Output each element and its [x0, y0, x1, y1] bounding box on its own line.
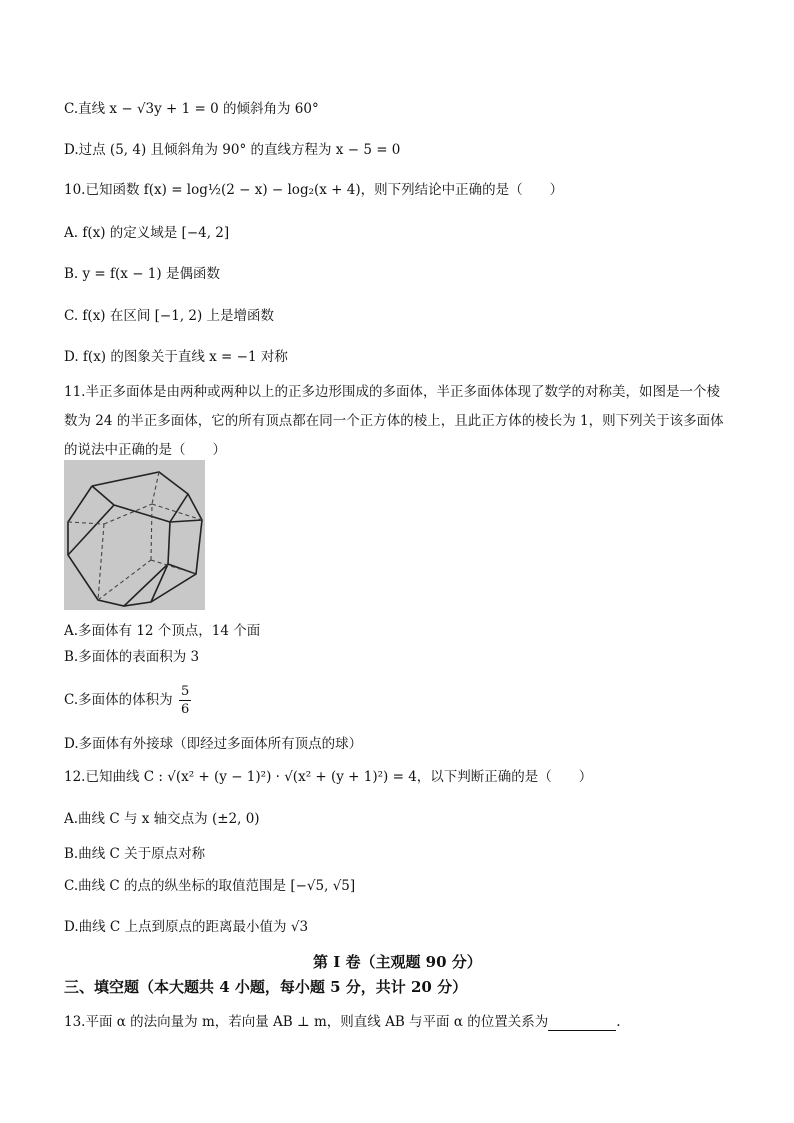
q9-option-d: D.过点 (5, 4) 且倾斜角为 90° 的直线方程为 x − 5 = 0 [64, 142, 401, 158]
q11-option-d: D.多面体有外接球（即经过多面体所有顶点的球） [64, 736, 363, 752]
part-title: 第 I 卷（主观题 90 分） [313, 953, 482, 971]
q11-option-c-label: C.多面体的体积为 [64, 692, 173, 708]
q11-option-c [64, 683, 191, 718]
q10-option-c: C. f(x) 在区间 [−1, 2) 上是增函数 [64, 308, 275, 324]
q12-option-b: B.曲线 C 关于原点对称 [64, 846, 206, 862]
q13-text: 13.平面 α 的法向量为 m，若向量 AB ⊥ m，则直线 AB 与平面 α 的位置关系为 [64, 1014, 549, 1030]
fraction-numerator: 5 [180, 684, 190, 699]
q10-option-b: B. y = f(x − 1) 是偶函数 [64, 266, 220, 282]
q11-option-b: B.多面体的表面积为 3 [64, 649, 200, 665]
q10-option-d: D. f(x) 的图象关于直线 x = −1 对称 [64, 349, 288, 365]
answer-blank [548, 1016, 616, 1031]
q11-option-a: A.多面体有 12 个顶点，14 个面 [64, 623, 261, 639]
fraction-five-sixths [179, 683, 191, 718]
q10-option-a: A. f(x) 的定义域是 [−4, 2] [64, 225, 230, 241]
q12-stem: 12.已知曲线 C : √(x² + (y − 1)²) · √(x² + (y + 1)²) = 4，以下判断正确的是（ ） [64, 769, 593, 785]
q12-option-d: D.曲线 C 上点到原点的距离最小值为 √3 [64, 919, 309, 935]
polyhedron-drawing [64, 460, 205, 610]
q12-option-c: C.曲线 C 的点的纵坐标的取值范围是 [−√5, √5] [64, 878, 356, 894]
fraction-denominator: 6 [180, 702, 190, 717]
q13-stem [64, 1013, 621, 1031]
q13-period: . [616, 1014, 621, 1030]
polyhedron-figure [64, 460, 205, 610]
q10-stem: 10.已知函数 f(x) = log½(2 − x) − log₂(x + 4)，则下列结论中正确的是（ ） [64, 182, 564, 198]
q12-option-a: A.曲线 C 与 x 轴交点为 (±2, 0) [64, 811, 260, 827]
q11-stem: 11.半正多面体是由两种或两种以上的正多边形围成的多面体，半正多面体体现了数学的对称美，如图是一个棱数为 24 的半正多面体，它的所有顶点都在同一个正方体的棱上，且此正方体的棱长为 1，则下列关于该多面体的说法中正确的是（ ） [64, 384, 724, 458]
q9-option-c: C.直线 x − √3y + 1 = 0 的倾斜角为 60° [64, 101, 319, 117]
section-heading: 三、填空题（本大题共 4 小题，每小题 5 分，共计 20 分） [64, 978, 468, 996]
